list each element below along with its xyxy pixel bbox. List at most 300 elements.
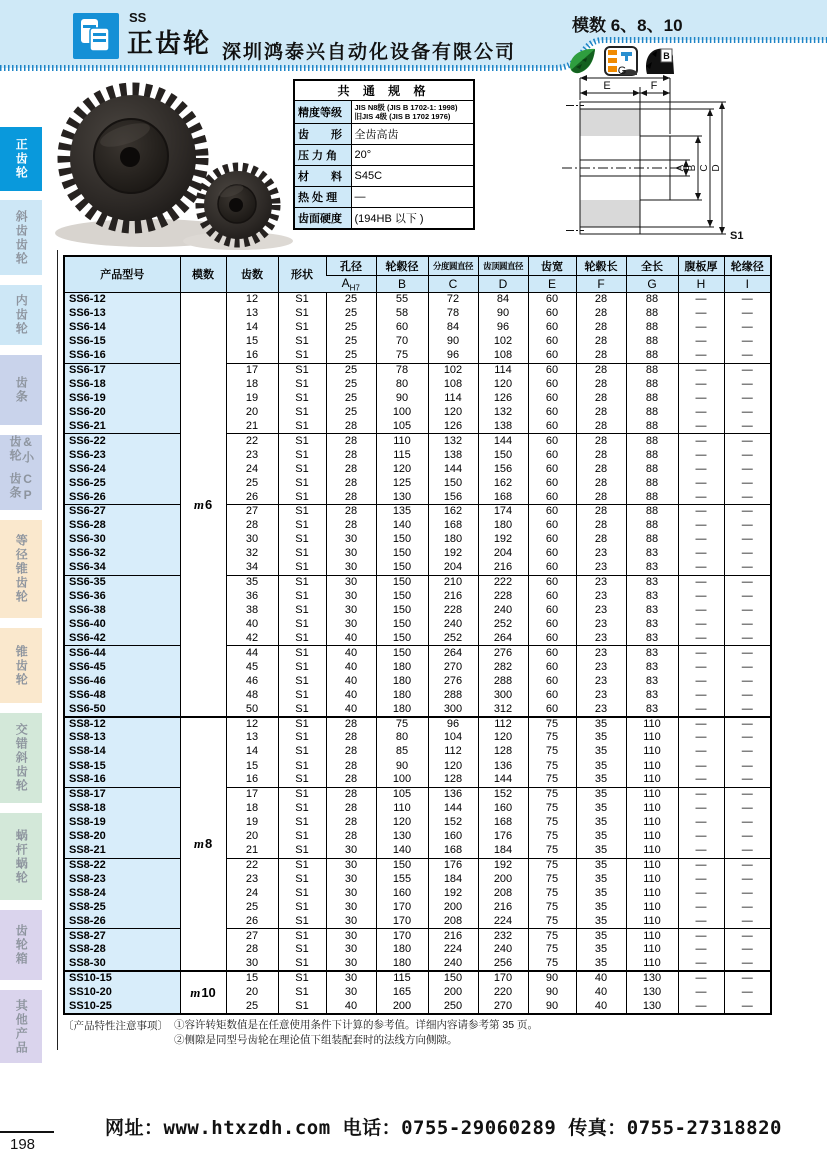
value-cell: 40 [326,688,376,702]
product-model: SS6-50 [64,702,180,716]
value-cell: S1 [278,731,326,745]
value-cell: 28 [226,519,278,533]
sidebar-item-2[interactable] [0,200,42,275]
table-row [64,844,771,858]
value-cell: 12 [226,717,278,731]
value-cell: 84 [428,321,478,335]
sidebar-item-9[interactable] [0,813,42,900]
value-cell: 30 [326,844,376,858]
value-cell: 228 [428,603,478,617]
value-cell: S1 [278,745,326,759]
value-cell: 180 [428,533,478,547]
value-cell: — [678,476,724,490]
value-cell: 75 [376,717,428,731]
table-row [64,717,771,731]
value-cell: 88 [626,490,678,504]
value-cell: 22 [226,858,278,872]
value-cell: 28 [226,943,278,957]
value-cell: 184 [478,844,528,858]
value-cell: 28 [576,377,626,391]
note-line: ①容许转矩数值是在任意使用条件下计算的参考值。详细内容请参考第 35 页。 [174,1019,539,1031]
value-cell: 28 [326,448,376,462]
product-model: SS8-17 [64,787,180,801]
value-cell: 200 [428,985,478,999]
value-cell: 135 [376,505,428,519]
table-row [64,872,771,886]
value-cell: 60 [528,335,576,349]
value-cell: 23 [576,646,626,660]
value-cell: 35 [576,830,626,844]
table-row [64,674,771,688]
value-cell: 24 [226,886,278,900]
value-cell: 160 [478,801,528,815]
product-model: SS8-25 [64,900,180,914]
value-cell: 150 [376,618,428,632]
value-cell: 60 [528,490,576,504]
column-letter: I [724,275,771,292]
notes-lines [174,1018,538,1048]
value-cell: — [678,349,724,363]
product-model: SS6-18 [64,377,180,391]
value-cell: S1 [278,575,326,589]
sidebar-item-1[interactable] [0,127,42,191]
value-cell: — [678,886,724,900]
value-cell: 28 [576,490,626,504]
value-cell: — [724,533,771,547]
value-cell: — [724,547,771,561]
value-cell: — [678,391,724,405]
table-row [64,420,771,434]
value-cell: 288 [428,688,478,702]
value-cell: 176 [428,858,478,872]
value-cell: 83 [626,618,678,632]
product-notes [63,1018,538,1048]
product-model: SS8-21 [64,844,180,858]
spec-row [294,145,474,166]
sidebar-item-label: 正齿轮 [14,138,29,180]
value-cell: 25 [226,476,278,490]
value-cell: — [724,759,771,773]
value-cell: 15 [226,759,278,773]
value-cell: 30 [326,858,376,872]
value-cell: S1 [278,830,326,844]
value-cell: S1 [278,335,326,349]
value-cell: 144 [478,773,528,787]
sidebar-item-4[interactable] [0,355,42,425]
sidebar-item-11[interactable] [0,990,42,1063]
sidebar-item-7[interactable] [0,628,42,703]
value-cell: 75 [528,872,576,886]
value-cell: 120 [428,406,478,420]
value-cell: 60 [528,505,576,519]
value-cell: 40 [326,674,376,688]
value-cell: 60 [528,448,576,462]
value-cell: S1 [278,872,326,886]
value-cell: 110 [626,745,678,759]
sidebar-item-label: 内齿轮 [14,294,29,336]
value-cell: 105 [376,787,428,801]
page-number: 198 [10,1136,36,1153]
value-cell: 13 [226,307,278,321]
value-cell: 18 [226,801,278,815]
value-cell: 100 [376,406,428,420]
value-cell: 192 [478,858,528,872]
value-cell: S1 [278,292,326,306]
table-row [64,448,771,462]
dim-label-C: C [699,164,710,172]
value-cell: 75 [528,957,576,971]
value-cell: — [678,420,724,434]
value-cell: S1 [278,618,326,632]
value-cell: — [724,830,771,844]
value-cell: 60 [528,292,576,306]
value-cell: 28 [576,349,626,363]
value-cell: 30 [326,900,376,914]
value-cell: 40 [326,646,376,660]
value-cell: — [678,971,724,985]
value-cell: 25 [226,999,278,1014]
value-cell: 110 [626,830,678,844]
value-cell: 130 [626,971,678,985]
value-cell: 30 [226,957,278,971]
value-cell: 192 [478,533,528,547]
value-cell: 90 [528,999,576,1014]
value-cell: — [678,377,724,391]
product-model: SS6-45 [64,660,180,674]
sidebar-item-5[interactable] [0,435,42,510]
value-cell: — [724,462,771,476]
value-cell: 55 [376,292,428,306]
table-row [64,618,771,632]
value-cell: S1 [278,505,326,519]
product-model: SS6-20 [64,406,180,420]
product-model: SS10-20 [64,985,180,999]
product-model: SS6-30 [64,533,180,547]
sidebar-item-3[interactable] [0,285,42,345]
value-cell: 184 [428,872,478,886]
value-cell: 60 [528,646,576,660]
value-cell: 40 [576,971,626,985]
value-cell: 204 [428,561,478,575]
value-cell: 30 [326,872,376,886]
value-cell: 30 [326,957,376,971]
value-cell: 110 [626,915,678,929]
value-cell: 180 [376,957,428,971]
column-letter: B [376,275,428,292]
value-cell: 83 [626,561,678,575]
product-model: SS8-30 [64,957,180,971]
value-cell: 240 [478,603,528,617]
value-cell: 168 [478,816,528,830]
value-cell: 162 [478,476,528,490]
value-cell: — [678,589,724,603]
value-cell: 156 [428,490,478,504]
value-cell: 26 [226,915,278,929]
value-cell: S1 [278,759,326,773]
value-cell: S1 [278,391,326,405]
column-header: 分度圆直径 [428,256,478,275]
column-header: 孔径 [326,256,376,275]
value-cell: 168 [428,519,478,533]
product-model: SS6-28 [64,519,180,533]
value-cell: 120 [376,816,428,830]
value-cell: 170 [376,929,428,943]
value-cell: 78 [428,307,478,321]
value-cell: 28 [326,490,376,504]
table-row [64,632,771,646]
value-cell: 40 [576,999,626,1014]
spec-value: — [351,187,474,208]
value-cell: 35 [576,816,626,830]
value-cell: 110 [626,872,678,886]
product-model: SS10-25 [64,999,180,1014]
value-cell: 28 [576,363,626,377]
value-cell: 90 [376,759,428,773]
value-cell: 22 [226,434,278,448]
value-cell: 85 [376,745,428,759]
value-cell: — [678,363,724,377]
value-cell: 84 [478,292,528,306]
value-cell: S1 [278,363,326,377]
value-cell: 110 [626,957,678,971]
value-cell: 48 [226,688,278,702]
value-cell: S1 [278,717,326,731]
dimension-drawing [552,62,802,249]
value-cell: — [678,547,724,561]
value-cell: 120 [478,731,528,745]
value-cell: 75 [528,900,576,914]
spec-label: 齿面硬度 [294,208,351,230]
value-cell: 45 [226,660,278,674]
value-cell: S1 [278,900,326,914]
value-cell: 128 [428,773,478,787]
value-cell: 180 [478,519,528,533]
value-cell: 75 [528,816,576,830]
value-cell: 115 [376,448,428,462]
value-cell: 88 [626,476,678,490]
value-cell: 75 [528,773,576,787]
table-row [64,434,771,448]
product-model: SS8-24 [64,886,180,900]
value-cell: 75 [376,349,428,363]
value-cell: 28 [326,462,376,476]
value-cell: S1 [278,999,326,1014]
value-cell: 200 [376,999,428,1014]
page-number-rule [0,1131,54,1133]
value-cell: — [724,985,771,999]
value-cell: 150 [478,448,528,462]
spec-row [294,124,474,145]
value-cell: 72 [428,292,478,306]
value-cell: 150 [376,561,428,575]
table-row [64,702,771,716]
value-cell: 60 [528,462,576,476]
value-cell: 23 [576,688,626,702]
value-cell: 136 [478,759,528,773]
value-cell: 240 [428,618,478,632]
value-cell: S1 [278,420,326,434]
value-cell: 120 [478,377,528,391]
value-cell: — [678,561,724,575]
value-cell: 75 [528,886,576,900]
value-cell: 88 [626,307,678,321]
value-cell: S1 [278,957,326,971]
value-cell: S1 [278,801,326,815]
table-row [64,476,771,490]
value-cell: 88 [626,462,678,476]
value-cell: 60 [528,575,576,589]
table-row [64,575,771,589]
value-cell: 75 [528,858,576,872]
product-model: SS8-28 [64,943,180,957]
product-model: SS6-42 [64,632,180,646]
value-cell: 60 [528,603,576,617]
sidebar-item-6[interactable] [0,520,42,618]
spec-label: 材 料 [294,166,351,187]
module-cell: m8 [180,717,226,972]
value-cell: 23 [576,632,626,646]
value-cell: — [724,787,771,801]
value-cell: — [724,660,771,674]
value-cell: 80 [376,377,428,391]
value-cell: — [724,519,771,533]
value-cell: 162 [428,505,478,519]
value-cell: 220 [478,985,528,999]
module-cell: m6 [180,292,226,716]
value-cell: 60 [528,702,576,716]
value-cell: 138 [428,448,478,462]
value-cell: 78 [376,363,428,377]
value-cell: 25 [326,363,376,377]
value-cell: 35 [576,886,626,900]
series-code: SS [129,10,147,25]
value-cell: 28 [576,335,626,349]
product-model: SS6-24 [64,462,180,476]
value-cell: 90 [376,391,428,405]
sidebar-item-label: 齿条 [14,376,29,404]
value-cell: 19 [226,391,278,405]
value-cell: 60 [528,476,576,490]
value-cell: S1 [278,462,326,476]
svg-text:B: B [663,51,670,61]
value-cell: 28 [576,533,626,547]
value-cell: 130 [626,999,678,1014]
value-cell: — [724,505,771,519]
value-cell: 60 [528,660,576,674]
value-cell: 96 [478,321,528,335]
value-cell: 115 [376,971,428,985]
value-cell: 216 [478,561,528,575]
value-cell: 88 [626,420,678,434]
value-cell: 138 [478,420,528,434]
value-cell: — [724,335,771,349]
value-cell: 19 [226,816,278,830]
value-cell: — [724,816,771,830]
value-cell: S1 [278,547,326,561]
value-cell: 152 [428,816,478,830]
value-cell: 28 [576,434,626,448]
value-cell: 35 [576,872,626,886]
value-cell: 60 [528,561,576,575]
value-cell: 35 [576,957,626,971]
product-model: SS6-48 [64,688,180,702]
value-cell: 88 [626,321,678,335]
product-model: SS6-40 [64,618,180,632]
value-cell: 30 [326,985,376,999]
value-cell: 80 [376,731,428,745]
spec-value: S45C [351,166,474,187]
value-cell: S1 [278,844,326,858]
value-cell: — [678,490,724,504]
value-cell: 83 [626,575,678,589]
value-cell: 25 [326,292,376,306]
value-cell: 83 [626,674,678,688]
value-cell: 144 [478,434,528,448]
value-cell: 110 [626,787,678,801]
value-cell: 128 [478,745,528,759]
value-cell: 88 [626,335,678,349]
value-cell: 276 [428,674,478,688]
dim-label-F: F [650,80,658,92]
value-cell: 25 [326,377,376,391]
value-cell: 75 [528,844,576,858]
sidebar-item-8[interactable] [0,713,42,803]
value-cell: S1 [278,929,326,943]
value-cell: 60 [528,589,576,603]
column-letter: D [478,275,528,292]
value-cell: 88 [626,448,678,462]
value-cell: — [724,858,771,872]
table-row [64,603,771,617]
value-cell: 75 [528,943,576,957]
value-cell: 28 [326,830,376,844]
value-cell: 30 [326,971,376,985]
table-row [64,349,771,363]
value-cell: 28 [576,448,626,462]
common-spec-table [293,79,475,230]
value-cell: 40 [226,618,278,632]
value-cell: 75 [528,929,576,943]
product-model: SS6-34 [64,561,180,575]
sidebar-item-10[interactable] [0,910,42,980]
value-cell: — [724,292,771,306]
value-cell: 210 [428,575,478,589]
value-cell: — [678,618,724,632]
table-row [64,363,771,377]
value-cell: 60 [528,547,576,561]
product-model: SS8-14 [64,745,180,759]
product-model: SS6-21 [64,420,180,434]
value-cell: 312 [478,702,528,716]
value-cell: 150 [376,632,428,646]
value-cell: 20 [226,406,278,420]
value-cell: — [724,349,771,363]
value-cell: 125 [376,476,428,490]
value-cell: 30 [226,533,278,547]
value-cell: 30 [326,603,376,617]
value-cell: 28 [326,717,376,731]
sidebar [0,0,42,1170]
spec-table-body [294,100,474,229]
value-cell: S1 [278,377,326,391]
column-header: 腹板厚 [678,256,724,275]
value-cell: 114 [428,391,478,405]
table-row [64,900,771,914]
value-cell: 105 [376,420,428,434]
value-cell: 60 [528,406,576,420]
value-cell: 25 [326,335,376,349]
sidebar-item-label: &小齿轮 [8,435,35,465]
